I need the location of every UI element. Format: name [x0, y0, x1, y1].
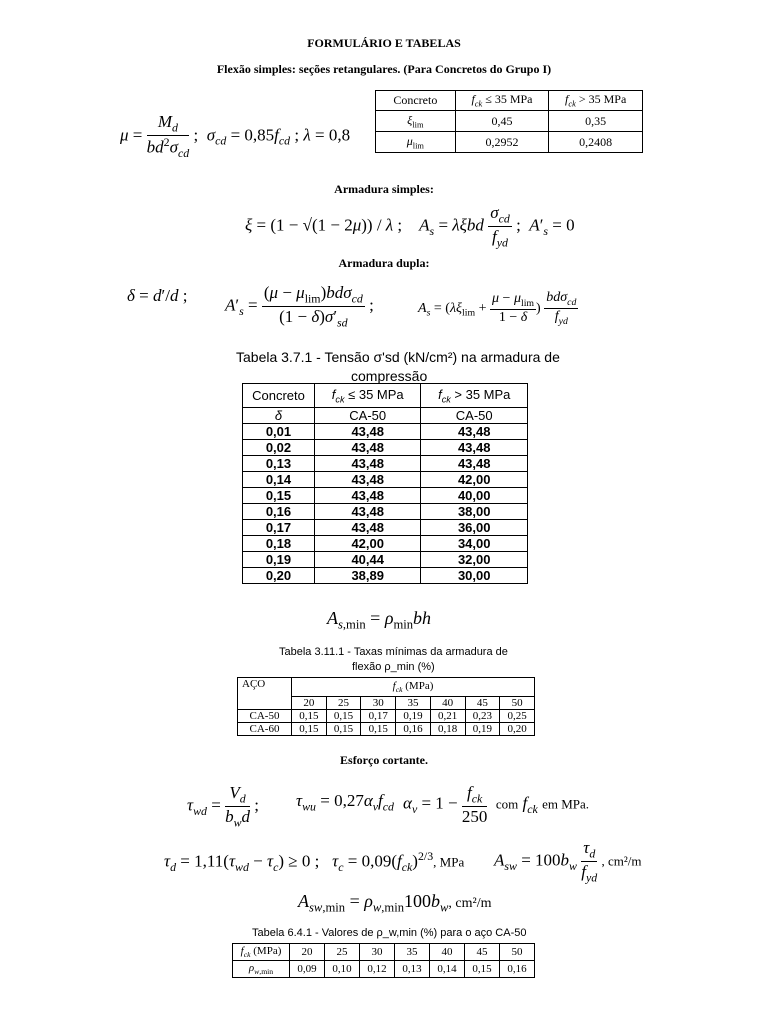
table-header-cell: 40: [430, 944, 465, 961]
table-row: [233, 961, 535, 978]
table-cell: 0,15: [243, 488, 315, 504]
table-cell: 43,48: [314, 488, 421, 504]
equation-asw-min: $A_{sw,min} = \rho_{w,min}100b_w$, cm²/m: [298, 891, 492, 915]
table-cell: 0,2952: [455, 132, 549, 153]
tau-d-coef: 1,11: [194, 851, 224, 871]
equation-as-min: $A_{s,min} = \rho_{min}bh$: [327, 608, 432, 632]
table-cell: 0,02: [243, 440, 315, 456]
table-cell: 0,14: [430, 961, 465, 978]
table-header-cell: AÇO: [238, 678, 292, 710]
mu-lim-label: $\mu_{lim}$: [376, 132, 456, 153]
table-cell: 0,21: [430, 710, 465, 723]
table-cell: 38,00: [421, 504, 528, 520]
table-row: [243, 552, 528, 568]
table-header-cell: 50: [500, 697, 535, 710]
table-cell: 43,48: [314, 424, 421, 440]
equation-mu-sigma-lambda: μ = $\frac{M_d}{bd^2\sigma_{cd}}$ ; $\sigma_{cd} = 0,85f_{cd}$ ; λ = 0,8: [120, 112, 351, 161]
table-min-rates: [237, 677, 535, 736]
section-heading-shear: Esforço cortante.: [340, 753, 428, 767]
table-cell: 0,16: [396, 723, 431, 736]
table-row: [243, 456, 528, 472]
table-subheader-cell: CA-50: [421, 408, 528, 424]
table-cell: 0,15: [361, 723, 396, 736]
table-cell: 38,89: [314, 568, 421, 584]
xi-lim-label: $\xi_{lim}$: [376, 111, 456, 132]
equation-compression-steel: $A'_s$ = $\frac{(\mu - \mu_{lim})bd\sigma_{cd}}{(1 - \delta)\sigma'_{sd}}$ ;: [225, 283, 374, 330]
equation-tau-wu: $\tau_{wu} = 0,27\alpha_vf_{cd}$: [296, 791, 395, 814]
rho-w-min-label: $\rho_{w,min}$: [233, 961, 290, 978]
table-cell: 0,35: [549, 111, 643, 132]
table-header-cell: 30: [360, 944, 395, 961]
table-cell: 43,48: [421, 424, 528, 440]
table-header-cell: 45: [465, 944, 500, 961]
table-cell: 0,15: [292, 723, 327, 736]
table-cell: CA-60: [238, 723, 292, 736]
table-row: [238, 723, 535, 736]
asw-unit: , cm²/m: [601, 853, 642, 869]
equation-alpha-v: $\alpha_v = 1$ − $\frac{f_{ck}}{250}$ com $f_{ck}$ em MPa.: [403, 783, 590, 827]
mpa-text: em MPa.: [542, 796, 590, 812]
equation-simple-reinforcement: ξ = (1 − √(1 − 2μ)) / λ ; $A_s = \lambda\xi bd$ $\frac{\sigma_{cd}}{f_{yd}}$ ; $A'_s = 0$: [245, 203, 575, 250]
table-cell: 42,00: [421, 472, 528, 488]
table-cell: 30,00: [421, 568, 528, 584]
table-row: [243, 536, 528, 552]
page-subtitle: Flexão simples: seções retangulares. (Para Concretos do Grupo I): [216, 62, 552, 76]
table-row: [243, 472, 528, 488]
table-cell: 0,2408: [549, 132, 643, 153]
table-caption-continued: flexão ρ_min (%): [352, 661, 435, 673]
page-title: FORMULÁRIO E TABELAS: [307, 36, 461, 50]
table-subheader-cell: δ: [243, 408, 315, 424]
table-cell: 0,15: [292, 710, 327, 723]
table-header-cell: 50: [500, 944, 535, 961]
table-cell: 0,15: [326, 710, 361, 723]
table-cell: 0,25: [500, 710, 535, 723]
table-cell: 0,12: [360, 961, 395, 978]
table-cell: 0,45: [455, 111, 549, 132]
table-cell: 36,00: [421, 520, 528, 536]
asw-coef: 100: [535, 850, 561, 870]
table-header-cell: $f_{ck} \le 35$ MPa: [314, 384, 421, 408]
table-cell: 43,48: [314, 440, 421, 456]
table-cell: 0,18: [243, 536, 315, 552]
table-row: [243, 424, 528, 440]
table-header-cell: $f_{ck} \le 35$ MPa: [455, 91, 549, 111]
table-cell: 43,48: [421, 440, 528, 456]
table-cell: 0,19: [243, 552, 315, 568]
table-header-cell: 45: [465, 697, 500, 710]
equation-delta: δ = d′/d ;: [127, 286, 188, 305]
table-header-cell: Concreto: [243, 384, 315, 408]
table-cell: 0,19: [465, 723, 500, 736]
table-row: [243, 504, 528, 520]
table-header-cell: 20: [290, 944, 325, 961]
table-cell: 40,00: [421, 488, 528, 504]
table-subheader-cell: CA-50: [314, 408, 421, 424]
table-cell: 0,16: [243, 504, 315, 520]
table-cell: 0,23: [465, 710, 500, 723]
table-cell: 0,16: [500, 961, 535, 978]
equation-asw: $A_{sw} = 100b_w$ $\frac{\tau_d}{f_{yd}}$ , cm²/m: [494, 838, 642, 885]
table-header-cell: 25: [325, 944, 360, 961]
table-row: [243, 568, 528, 584]
table-header-cell: 25: [326, 697, 361, 710]
table-cell: 40,44: [314, 552, 421, 568]
table-cell: 34,00: [421, 536, 528, 552]
sigma-coef: 0,85: [244, 125, 275, 145]
alpha-denominator: 250: [461, 807, 488, 827]
table-cell: 42,00: [314, 536, 421, 552]
table-row: [238, 710, 535, 723]
mpa-short: , MPa: [433, 854, 465, 870]
table-row: [243, 520, 528, 536]
table-cell: 32,00: [421, 552, 528, 568]
table-header-cell: $f_{ck} > 35$ MPa: [421, 384, 528, 408]
tau-wu-coef: 0,27: [334, 791, 364, 810]
table-header-cell: 40: [430, 697, 465, 710]
asw-min-unit: , cm²/m: [448, 896, 492, 911]
equation-tau-wd: $\tau_{wd}$ = $\frac{V_d}{b_wd}$ ;: [187, 783, 259, 830]
table-cell: 0,20: [500, 723, 535, 736]
table-header-cell: $f_{ck}$ (MPa): [292, 678, 535, 697]
table-header-cell: 30: [361, 697, 396, 710]
table-cell: 0,17: [243, 520, 315, 536]
table-cell: 0,01: [243, 424, 315, 440]
table-cell: 43,48: [314, 520, 421, 536]
table-cell: CA-50: [238, 710, 292, 723]
section-heading-simple: Armadura simples:: [334, 182, 434, 196]
table-cell: 0,14: [243, 472, 315, 488]
table-cell: 0,15: [465, 961, 500, 978]
table-header-cell: $f_{ck}$ (MPa): [233, 944, 290, 961]
lambda-value: 0,8: [328, 125, 351, 145]
table-caption: Tabela 3.7.1 - Tensão σ'sd (kN/cm²) na armadura de: [236, 349, 560, 365]
table-header-cell: 35: [395, 944, 430, 961]
table-cell: 43,48: [314, 472, 421, 488]
table-row: [243, 488, 528, 504]
table-cell: 0,15: [326, 723, 361, 736]
asw-min-coef: 100: [404, 891, 432, 911]
table-cell: 43,48: [314, 456, 421, 472]
equation-tension-steel: $A_s = (\lambda\xi_{lim}$ + $\frac{\mu - \mu_{lim}}{1 - \delta}$ ) $\frac{bd\sigma_{cd}}{f_{yd}}$: [418, 290, 577, 327]
table-cell: 0,10: [325, 961, 360, 978]
table-header-cell: 35: [396, 697, 431, 710]
table-cell: 0,20: [243, 568, 315, 584]
equation-tau-d: $\tau_d = 1,11(\tau_{wd} - \tau_c) \ge 0$ ; $\tau_c = 0,09(f_{ck})^{2/3}$, MPa: [164, 849, 465, 875]
table-caption: Tabela 6.4.1 - Valores de ρ_w,min (%) para o aço CA-50: [252, 927, 527, 939]
table-header-cell: $f_{ck} > 35$ MPa: [549, 91, 643, 111]
section-heading-double: Armadura dupla:: [338, 256, 430, 270]
table-header-cell: 20: [292, 697, 327, 710]
table-cell: 0,18: [430, 723, 465, 736]
table-header-cell: Concreto: [376, 91, 456, 111]
table-cell: 0,17: [361, 710, 396, 723]
table-cell: 0,13: [243, 456, 315, 472]
table-cell: 0,19: [396, 710, 431, 723]
table-caption: Tabela 3.11.1 - Taxas mínimas da armadura de: [279, 646, 508, 658]
table-cell: 0,09: [290, 961, 325, 978]
table-cell: 43,48: [314, 504, 421, 520]
table-compression-stress: [242, 383, 528, 584]
table-cell: 43,48: [421, 456, 528, 472]
tau-c-coef: 0,09: [361, 851, 392, 871]
table-limits: [375, 90, 643, 153]
table-cell: 0,13: [395, 961, 430, 978]
table-caption-continued: compressão: [351, 368, 428, 384]
com-text: com: [495, 796, 519, 812]
table-row: [243, 440, 528, 456]
table-shear-min-rates: [232, 943, 535, 978]
